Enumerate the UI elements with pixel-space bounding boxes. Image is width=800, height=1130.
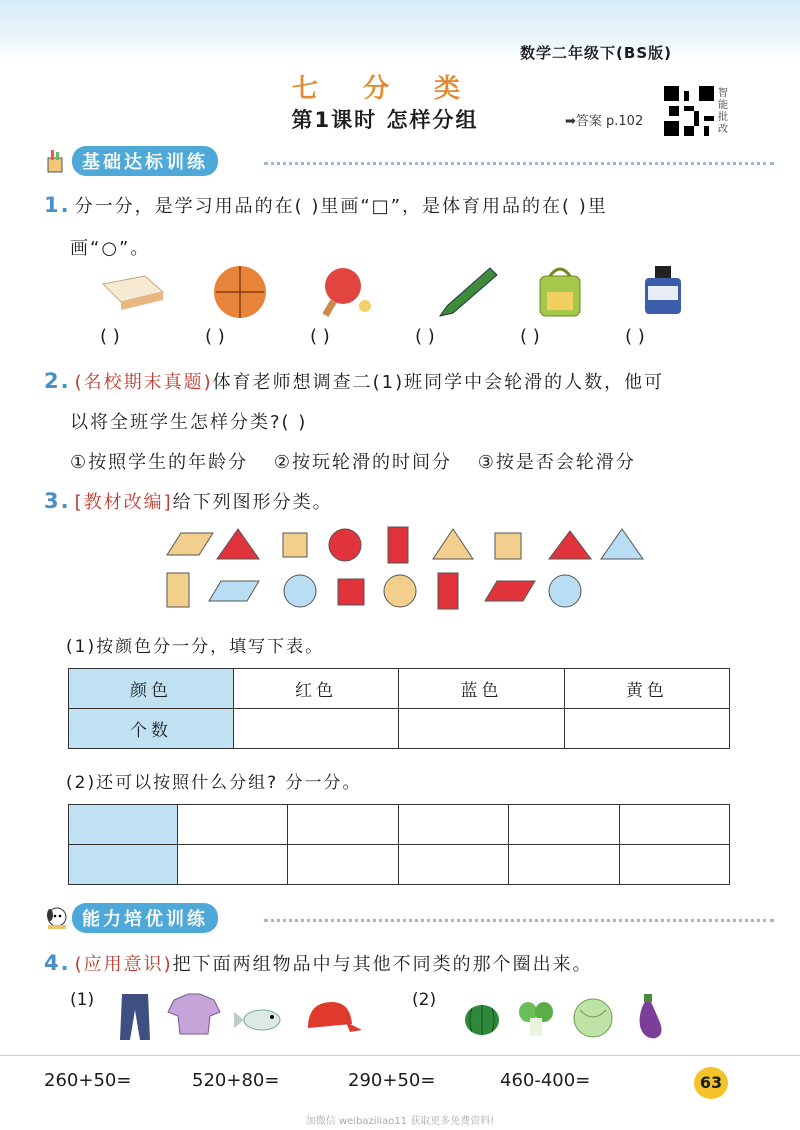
question-tag: [教材改编] <box>74 492 173 513</box>
answer-cell[interactable] <box>509 845 619 885</box>
section-basic <box>44 146 784 178</box>
question-1-cont: 画“○”。 <box>70 238 151 259</box>
red-parallelogram <box>485 581 535 601</box>
question-tag: (应用意识) <box>74 954 173 975</box>
answer-cell[interactable] <box>288 845 398 885</box>
cap-icon <box>308 1002 362 1032</box>
section-advanced-title: 能力培优训练 <box>72 903 218 933</box>
group-1-label: (1) <box>70 990 95 1010</box>
bok-choy-icon <box>519 1002 553 1036</box>
question-number: 2. <box>44 369 71 393</box>
section-advanced <box>44 903 784 935</box>
question-number: 3. <box>44 489 71 513</box>
q3-sub1: (1)按颜色分一分，填写下表。 <box>66 637 325 657</box>
answer-cell[interactable] <box>564 709 729 749</box>
answer-cell[interactable] <box>619 805 729 845</box>
question-number: 4. <box>44 951 71 975</box>
pencil-cup-icon <box>44 148 70 174</box>
question-2-cont: 以将全班学生怎样分类?( ) <box>70 412 308 433</box>
yellow-square <box>495 533 521 559</box>
puppy-icon <box>44 905 70 931</box>
question-2 <box>44 368 664 394</box>
answer-blank[interactable]: ( ) <box>100 326 120 347</box>
q4-items <box>110 990 690 1046</box>
question-text: 体育老师想调查二(1)班同学中会轮滑的人数，他可 <box>212 372 665 393</box>
table-header: 颜色 <box>69 669 234 709</box>
answer-blank[interactable]: ( ) <box>520 326 540 347</box>
qr-label: 智能批改 <box>718 88 728 135</box>
option[interactable]: ③按是否会轮滑分 <box>477 452 636 473</box>
red-triangle <box>549 531 591 559</box>
ink-bottle-icon <box>645 266 681 314</box>
question-4 <box>44 950 593 976</box>
cabbage-icon <box>574 999 612 1037</box>
page-number: 63 <box>694 1067 728 1099</box>
blue-circle <box>284 575 316 607</box>
top-band <box>0 0 800 60</box>
answer-cell[interactable] <box>69 805 178 845</box>
red-triangle <box>217 529 259 559</box>
pencil-icon <box>440 268 497 316</box>
eggplant-icon <box>640 994 662 1038</box>
t-shirt-icon <box>168 994 220 1034</box>
q1-items <box>95 262 715 322</box>
answer-cell[interactable] <box>509 805 619 845</box>
table-row-label: 个数 <box>69 709 234 749</box>
lesson-title: 第1课时 怎样分组 <box>291 108 479 132</box>
q1-blanks <box>100 326 720 347</box>
calc-1: 260+50= <box>44 1070 132 1091</box>
yellow-rectangle <box>167 573 189 607</box>
eraser-icon <box>103 276 163 310</box>
red-square <box>338 579 364 605</box>
answer-cell[interactable] <box>398 845 508 885</box>
calc-4: 460-400= <box>500 1070 591 1091</box>
question-tag: (名校期末真题) <box>74 372 213 393</box>
answer-blank[interactable]: ( ) <box>310 326 330 347</box>
section-basic-title: 基础达标训练 <box>72 146 218 176</box>
red-circle <box>329 529 361 561</box>
question-text: 给下列图形分类。 <box>172 492 333 513</box>
question-1 <box>44 192 608 218</box>
basketball-icon <box>214 266 266 318</box>
trousers-icon <box>120 994 150 1040</box>
answer-cell[interactable] <box>288 805 398 845</box>
answer-cell[interactable] <box>398 805 508 845</box>
question-number: 1. <box>44 193 71 217</box>
blue-triangle <box>601 529 643 559</box>
answer-reference: ➡答案 p.102 <box>565 114 644 129</box>
school-bag-icon <box>540 269 580 316</box>
qr-code-icon[interactable] <box>664 86 714 136</box>
watermelon-icon <box>465 1005 499 1035</box>
answer-cell[interactable] <box>69 845 178 885</box>
option[interactable]: ②按玩轮滑的时间分 <box>273 452 453 473</box>
book-title: 数学二年级下(BS版) <box>520 44 672 62</box>
red-rectangle <box>388 527 408 563</box>
answer-cell[interactable] <box>178 845 288 885</box>
ping-pong-paddle-icon <box>322 268 371 317</box>
table-header: 红色 <box>234 669 399 709</box>
divider <box>264 919 774 922</box>
grouping-table <box>68 804 730 885</box>
table-header: 蓝色 <box>399 669 564 709</box>
fish-icon <box>234 1010 280 1030</box>
answer-blank[interactable]: ( ) <box>205 326 225 347</box>
chapter-title: 七 分 类 <box>291 74 479 104</box>
q3-sub2: (2)还可以按照什么分组? 分一分。 <box>66 773 362 793</box>
answer-blank[interactable]: ( ) <box>415 326 435 347</box>
answer-cell[interactable] <box>234 709 399 749</box>
answer-cell[interactable] <box>399 709 564 749</box>
yellow-circle <box>384 575 416 607</box>
blue-parallelogram <box>209 581 259 601</box>
yellow-square <box>283 533 307 557</box>
color-count-table <box>68 668 730 749</box>
group-2-label: (2) <box>412 990 437 1010</box>
divider <box>264 162 774 165</box>
calc-3: 290+50= <box>348 1070 436 1091</box>
question-text: 把下面两组物品中与其他不同类的那个圈出来。 <box>172 954 593 975</box>
shapes-figure <box>155 525 655 615</box>
red-rectangle <box>438 573 458 609</box>
calc-2: 520+80= <box>192 1070 280 1091</box>
answer-cell[interactable] <box>178 805 288 845</box>
yellow-parallelogram <box>167 533 213 555</box>
watermark: 加微信 weibaziliao11 获取更多免费资料! <box>305 1116 495 1127</box>
answer-cell[interactable] <box>619 845 729 885</box>
footer-divider <box>0 1055 800 1056</box>
yellow-triangle <box>433 529 473 559</box>
table-header: 黄色 <box>564 669 729 709</box>
answer-blank[interactable]: ( ) <box>625 326 645 347</box>
question-text: 分一分，是学习用品的在( )里画“□”，是体育用品的在( )里 <box>74 196 608 217</box>
question-2-options <box>70 448 636 474</box>
question-3 <box>44 488 333 514</box>
option[interactable]: ①按照学生的年龄分 <box>70 452 249 473</box>
blue-circle <box>549 575 581 607</box>
